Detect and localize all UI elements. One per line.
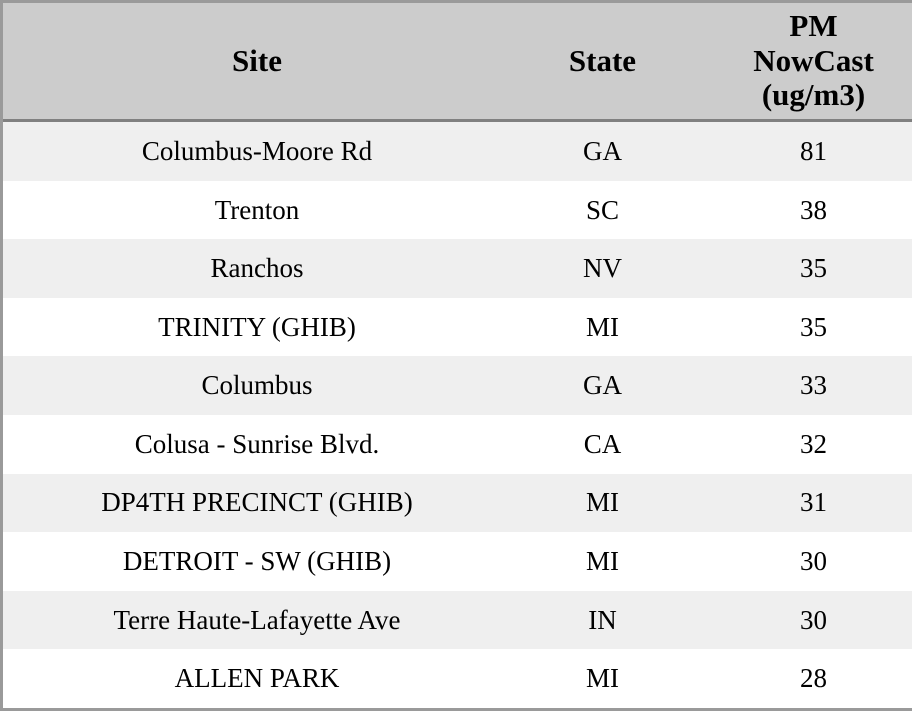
cell-site: Terre Haute-Lafayette Ave: [113, 604, 401, 635]
cell-value: 31: [800, 487, 827, 518]
cell-state: MI: [586, 663, 619, 694]
table-header-row: [3, 3, 912, 121]
cell-value: 30: [800, 546, 827, 576]
table-row: [3, 356, 912, 415]
table-row: [3, 181, 912, 240]
cell-state: MI: [586, 546, 619, 576]
column-header-pm-nowcast-line-1: PM: [789, 8, 838, 43]
cell-state: CA: [583, 428, 622, 459]
cell-value: 81: [800, 135, 827, 166]
table-body: [3, 121, 912, 708]
column-header-site-line-1: Site: [232, 42, 282, 78]
cell-value: 38: [800, 194, 827, 225]
table-row: [3, 649, 912, 708]
column-header-pm-nowcast: [694, 3, 912, 121]
column-header-site: [3, 3, 511, 121]
cell-state: GA: [583, 370, 622, 401]
table-row: [3, 415, 912, 474]
cell-site: DETROIT - SW (GHIB): [122, 546, 392, 576]
pm-nowcast-table: [3, 3, 912, 708]
cell-value: 33: [800, 370, 827, 401]
table-row: [3, 239, 912, 298]
table-row: [3, 121, 912, 181]
cell-value: 35: [800, 311, 827, 342]
cell-state: MI: [586, 311, 619, 342]
column-header-state: [511, 3, 694, 121]
table-header: [3, 3, 912, 121]
cell-state: IN: [588, 604, 617, 635]
cell-state: SC: [585, 194, 620, 225]
cell-site: Trenton: [214, 194, 300, 225]
table-row: [3, 298, 912, 357]
cell-state: NV: [583, 253, 622, 284]
cell-site: Colusa - Sunrise Blvd.: [134, 428, 380, 459]
column-header-pm-nowcast-line-3: (ug/m3): [761, 77, 866, 113]
cell-site: DP4TH PRECINCT (GHIB): [101, 487, 413, 518]
table-row: [3, 532, 912, 591]
cell-site: Ranchos: [210, 253, 304, 284]
cell-state: GA: [583, 135, 622, 166]
cell-value: 30: [800, 604, 827, 635]
cell-state: MI: [586, 487, 619, 518]
cell-value: 32: [800, 428, 827, 459]
cell-site: Columbus: [201, 370, 313, 401]
cell-site: TRINITY (GHIB): [158, 311, 356, 342]
cell-value: 28: [800, 663, 827, 694]
column-header-pm-nowcast-line-2: NowCast: [753, 42, 874, 78]
column-header-state-line-1: State: [568, 42, 637, 78]
cell-site: ALLEN PARK: [174, 663, 340, 694]
table-row: [3, 474, 912, 533]
table-row: [3, 591, 912, 650]
cell-value: 35: [800, 253, 827, 284]
cell-site: Columbus-Moore Rd: [141, 135, 373, 166]
